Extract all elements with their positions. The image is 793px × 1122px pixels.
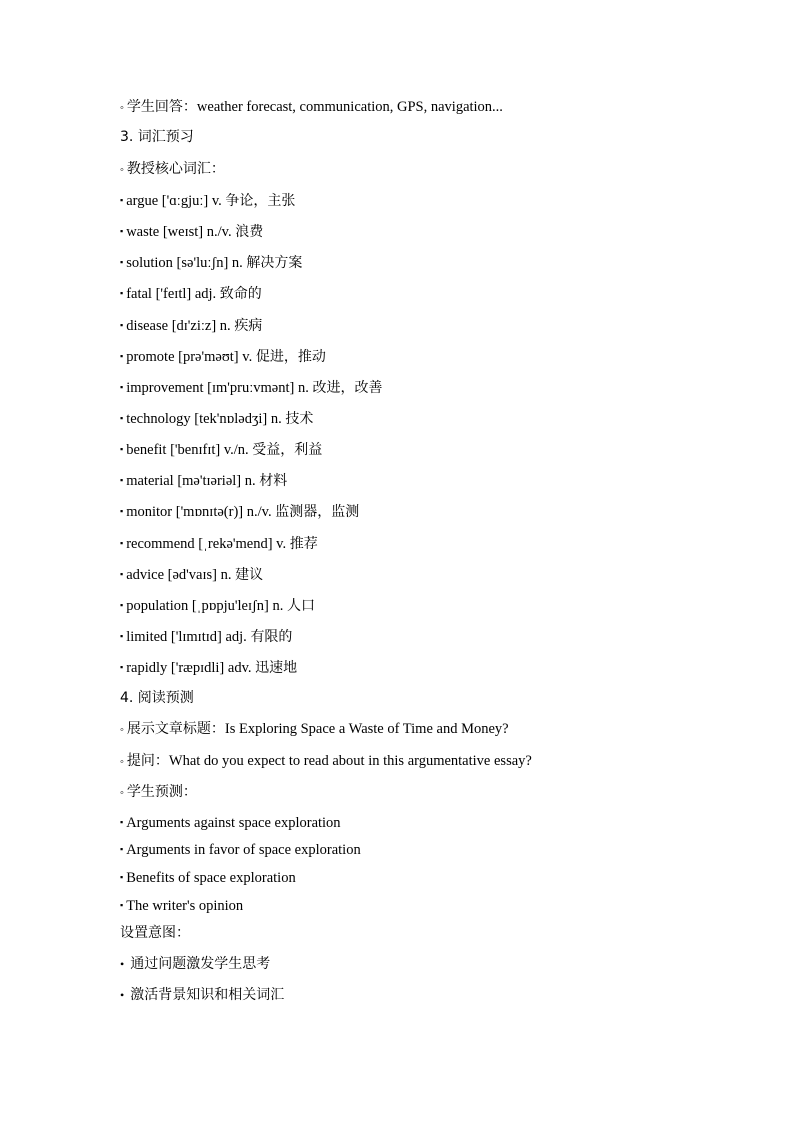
prediction-label: 学生预测： — [126, 784, 197, 800]
vocab-word: monitor ['mɒnɪtə(r)] n./v. — [126, 504, 272, 520]
vocab-meaning: 迅速地 — [255, 660, 298, 676]
intent-heading: 设置意图： — [120, 925, 190, 941]
square-bullet-icon: ▪ — [120, 257, 124, 267]
vocab-word: limited ['lɪmɪtɪd] adj. — [126, 629, 247, 645]
vocab-item — [120, 408, 313, 429]
square-bullet-icon: ▪ — [120, 444, 124, 454]
vocab-intro-label: 教授核心词汇： — [126, 161, 225, 177]
vocab-word: advice [əd'vaɪs] n. — [126, 567, 232, 583]
vocab-word: material [mə'tɪəriəl] n. — [126, 473, 256, 489]
vocab-intro-line — [120, 159, 225, 180]
vocab-meaning: 疾病 — [234, 318, 263, 334]
question-text: What do you expect to read about in this argumentative essay? — [168, 753, 532, 769]
vocab-meaning: 技术 — [285, 411, 314, 427]
prediction-item — [120, 867, 296, 888]
prediction-item — [120, 895, 243, 916]
vocab-item — [120, 657, 297, 678]
prediction-text: The writer's opinion — [126, 898, 244, 914]
circle-bullet-icon: ◦ — [120, 724, 124, 736]
square-bullet-icon: ▪ — [120, 817, 124, 827]
intent-item — [120, 954, 270, 974]
vocab-meaning: 监测器，监测 — [275, 504, 360, 520]
dot-bullet-icon: • — [120, 957, 125, 971]
square-bullet-icon: ▪ — [120, 320, 124, 330]
vocab-meaning: 有限的 — [250, 629, 293, 645]
vocab-item — [120, 439, 322, 460]
vocab-meaning: 推荐 — [289, 536, 318, 552]
vocab-item — [120, 190, 295, 211]
show-title-label: 展示文章标题： — [126, 721, 225, 737]
square-bullet-icon: ▪ — [120, 382, 124, 392]
vocab-word: rapidly ['ræpɪdli] adv. — [126, 660, 252, 676]
prediction-text: Benefits of space exploration — [126, 870, 296, 886]
square-bullet-icon: ▪ — [120, 538, 124, 548]
prediction-text: Arguments in favor of space exploration — [126, 842, 361, 858]
dot-bullet-icon: • — [120, 988, 125, 1002]
student-answer-line — [120, 97, 503, 118]
square-bullet-icon: ▪ — [120, 900, 124, 910]
vocab-word: fatal ['feɪtl] adj. — [126, 286, 217, 302]
square-bullet-icon: ▪ — [120, 631, 124, 641]
square-bullet-icon: ▪ — [120, 569, 124, 579]
intent-text: 激活背景知识和相关词汇 — [130, 987, 285, 1003]
square-bullet-icon: ▪ — [120, 506, 124, 516]
vocab-word: promote [prə'məʊt] v. — [126, 349, 253, 365]
prediction-text: Arguments against space exploration — [126, 815, 341, 831]
vocab-item — [120, 533, 318, 554]
vocab-word: improvement [ɪm'pruːvmənt] n. — [126, 380, 309, 396]
vocab-word: technology [tek'nɒlədʒi] n. — [126, 411, 282, 427]
vocab-word: waste [weɪst] n./v. — [126, 224, 232, 240]
square-bullet-icon: ▪ — [120, 195, 124, 205]
vocab-item — [120, 626, 292, 647]
question-label: 提问： — [126, 753, 169, 769]
vocab-item — [120, 346, 326, 367]
vocab-item — [120, 283, 262, 304]
vocab-word: benefit ['benɪfɪt] v./n. — [126, 442, 249, 458]
square-bullet-icon: ▪ — [120, 351, 124, 361]
vocab-item — [120, 221, 263, 242]
vocab-item — [120, 564, 263, 585]
vocab-meaning: 改进，改善 — [312, 380, 383, 396]
prediction-item — [120, 839, 361, 860]
vocab-meaning: 人口 — [287, 598, 316, 614]
vocab-word: solution [sə'luːʃn] n. — [126, 255, 243, 271]
vocab-meaning: 解决方案 — [246, 255, 303, 271]
vocab-item — [120, 315, 262, 336]
section-3-heading: 3. 词汇预习 — [120, 129, 194, 145]
question-line — [120, 751, 532, 772]
article-title: Is Exploring Space a Waste of Time and Money? — [224, 721, 509, 737]
show-title-line — [120, 719, 509, 740]
vocab-item — [120, 470, 287, 491]
intent-text: 通过问题激发学生思考 — [130, 956, 271, 972]
square-bullet-icon: ▪ — [120, 413, 124, 423]
answer-label: 学生回答： — [126, 99, 197, 115]
square-bullet-icon: ▪ — [120, 662, 124, 672]
square-bullet-icon: ▪ — [120, 226, 124, 236]
square-bullet-icon: ▪ — [120, 600, 124, 610]
vocab-word: disease [dɪ'ziːz] n. — [126, 318, 231, 334]
vocab-meaning: 浪费 — [235, 224, 264, 240]
square-bullet-icon: ▪ — [120, 288, 124, 298]
answer-text: weather forecast, communication, GPS, navigation... — [196, 99, 503, 115]
circle-bullet-icon: ◦ — [120, 164, 124, 176]
vocab-word: argue ['ɑːgjuː] v. — [126, 193, 222, 209]
vocab-item — [120, 595, 315, 616]
circle-bullet-icon: ◦ — [120, 756, 124, 768]
vocab-meaning: 受益，利益 — [252, 442, 323, 458]
circle-bullet-icon: ◦ — [120, 102, 124, 114]
section-4-heading: 4. 阅读预测 — [120, 690, 194, 706]
vocab-item — [120, 252, 302, 273]
square-bullet-icon: ▪ — [120, 475, 124, 485]
vocab-word: recommend [ˌrekə'mend] v. — [126, 536, 287, 552]
vocab-meaning: 促进，推动 — [255, 349, 326, 365]
vocab-meaning: 争论，主张 — [225, 193, 296, 209]
vocab-item — [120, 377, 382, 398]
prediction-item — [120, 812, 341, 833]
square-bullet-icon: ▪ — [120, 872, 124, 882]
circle-bullet-icon: ◦ — [120, 787, 124, 799]
vocab-meaning: 致命的 — [219, 286, 262, 302]
intent-item — [120, 985, 284, 1005]
vocab-meaning: 材料 — [259, 473, 288, 489]
prediction-line — [120, 782, 197, 803]
square-bullet-icon: ▪ — [120, 844, 124, 854]
vocab-meaning: 建议 — [235, 567, 264, 583]
vocab-word: population [ˌpɒpju'leɪʃn] n. — [126, 598, 284, 614]
vocab-item — [120, 501, 359, 522]
